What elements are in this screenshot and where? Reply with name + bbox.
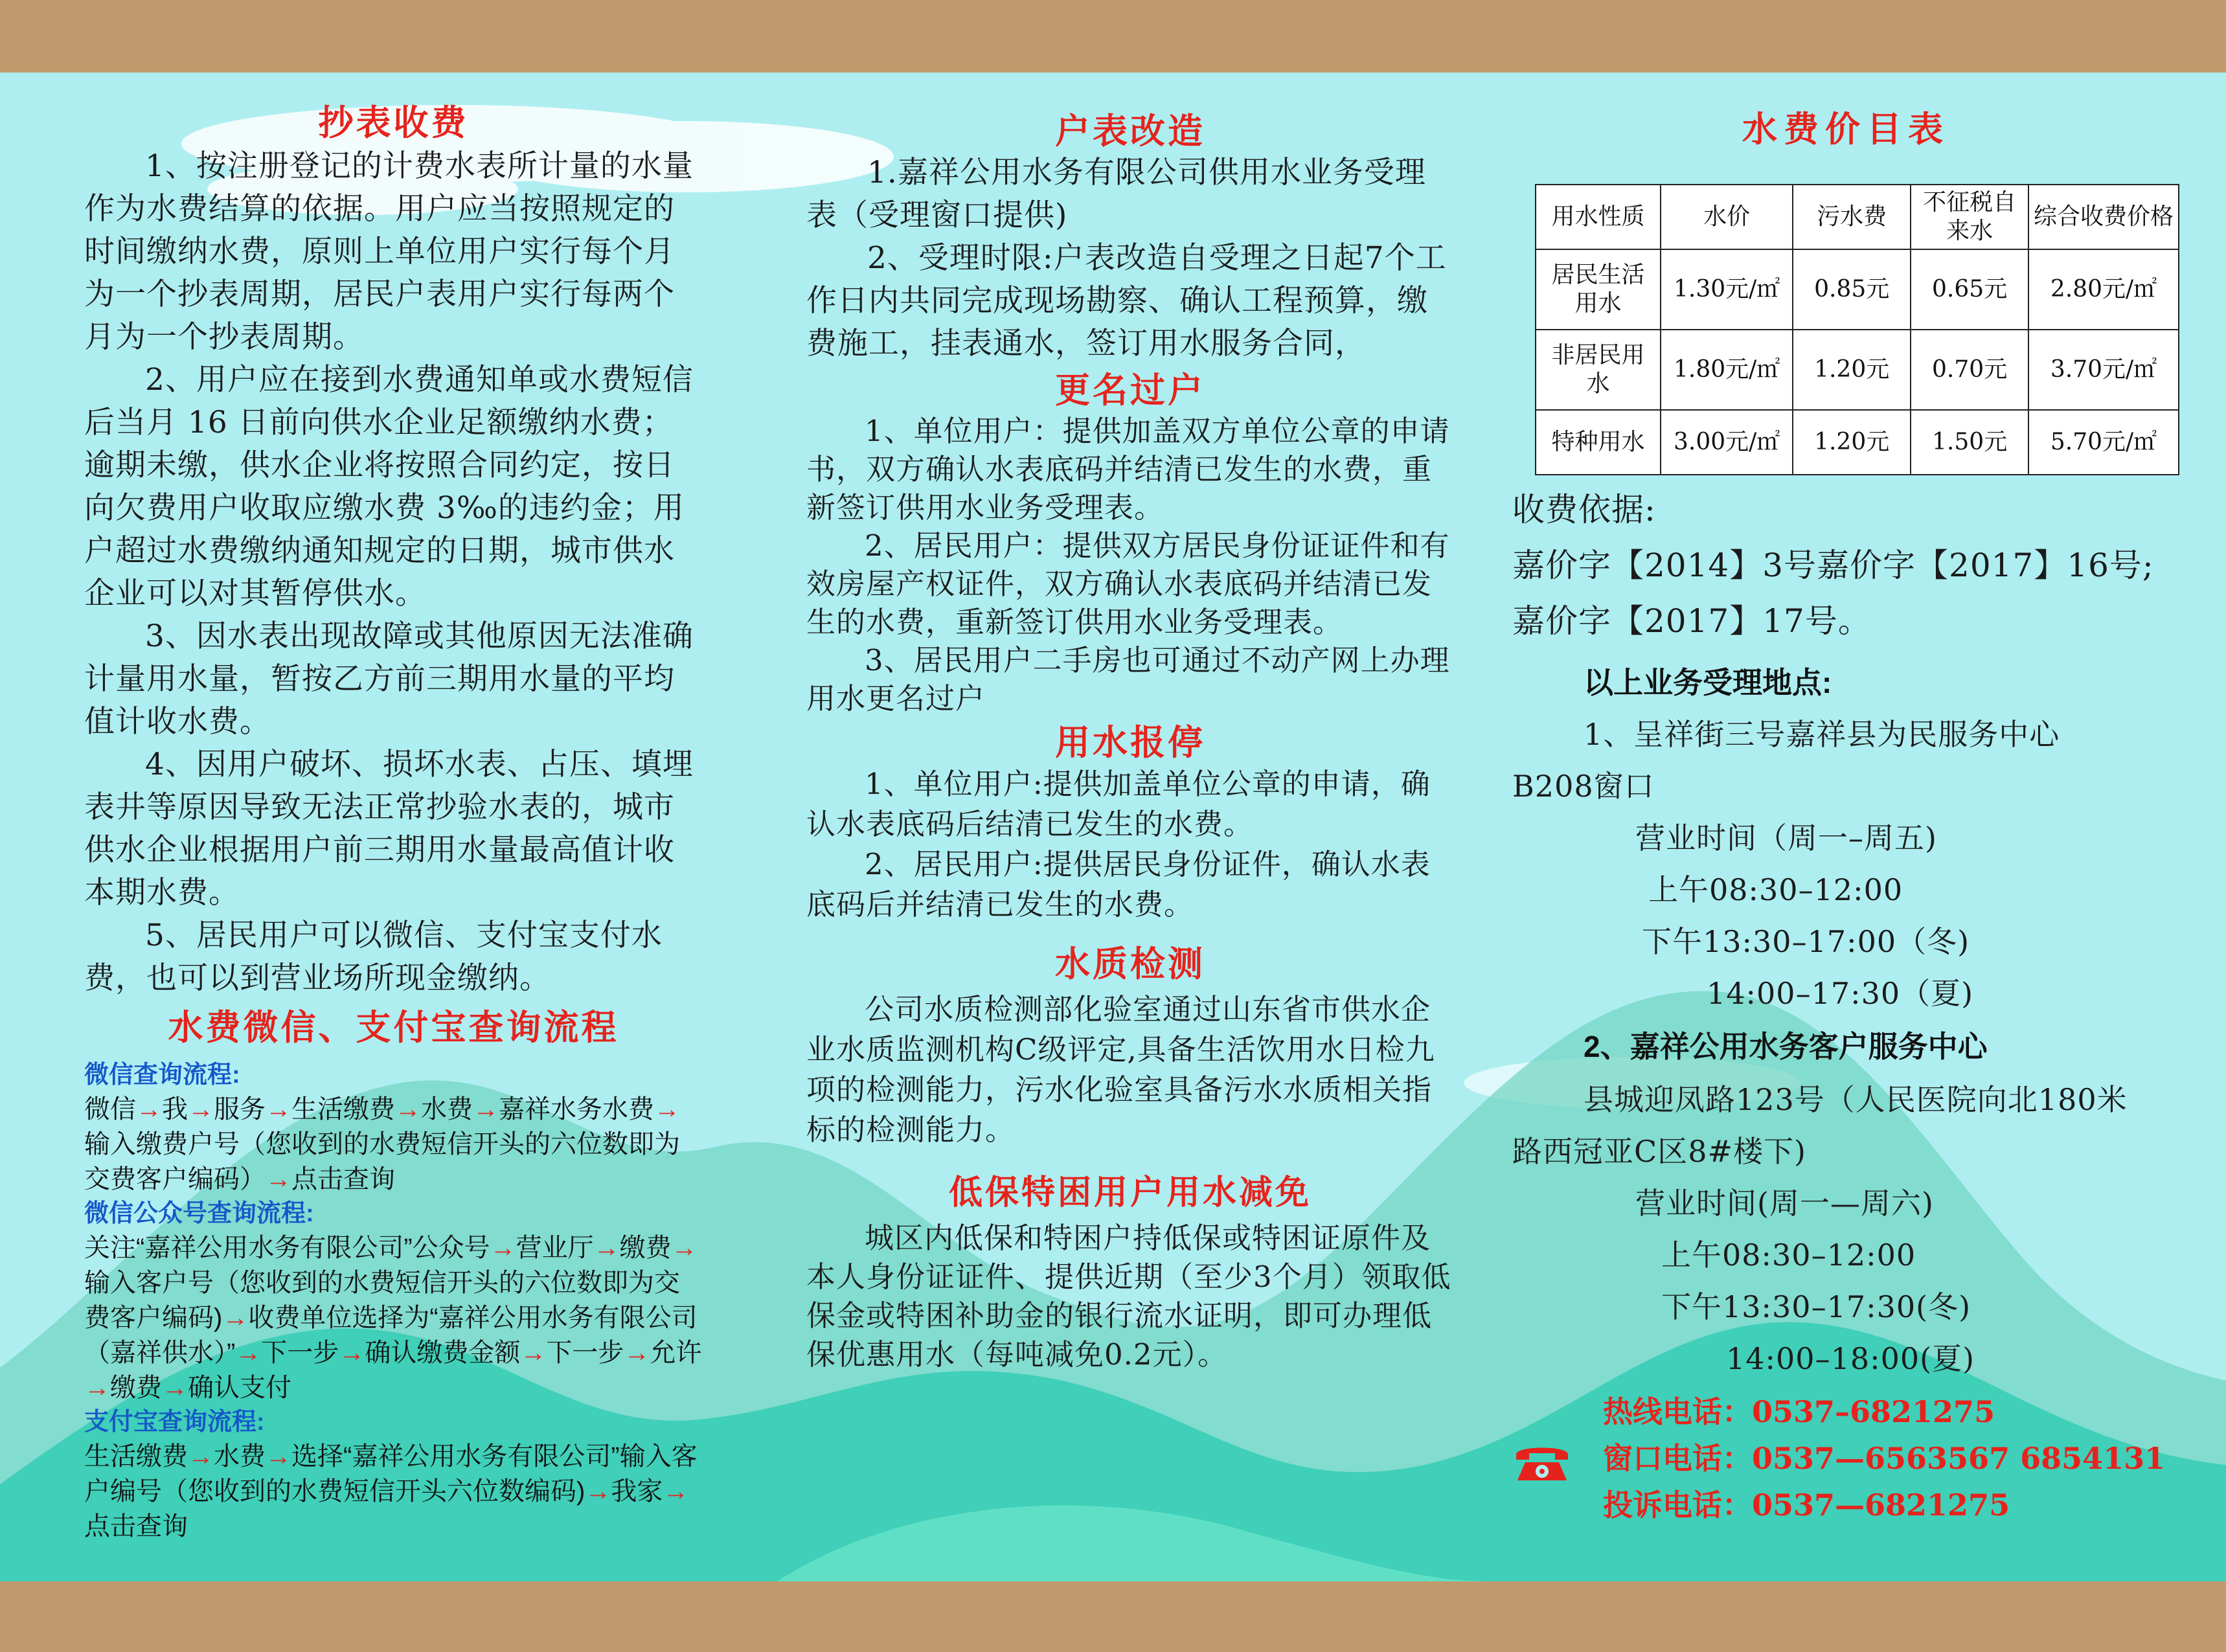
table-header-row [1536,185,2179,249]
section-title-water-quality: 水质检测 [1055,943,1205,984]
water-quality-para: 公司水质检测部化验室通过山东省市供水企业水质监测机构C级评定,具备生活饮用水日检九项的检测能力，污水化验室具备污水水质相关指标的检测能力。 [806,992,1435,1147]
flow-step: 选择“嘉祥公用水务有限公司”输入客户编号（您收到的水费短信开头六位数编码) [84,1442,698,1506]
arrow-icon: → [671,1234,698,1262]
fee-basis [1512,482,2179,649]
official-account-flow-steps [84,1230,703,1405]
arrow-icon: → [593,1234,620,1262]
place-2 [1512,1074,2179,1385]
billing-rules [84,145,703,1000]
wechat-flow-title: 微信查询流程: [84,1061,240,1089]
billing-rule-5: 5、居民用户可以微信、支付宝支付水费，也可以到营业场所现金缴纳。 [84,918,663,996]
place-2-addr-1: 县城迎凤路123号（人民医院向北180米 [1584,1082,2128,1117]
table-cell: 居民生活用水 [1536,249,1661,330]
renovation-para-2: 2、受理时限:户表改造自受理之日起7个工作日内共同完成现场勘察、确认工程预算，缴费施工，挂表通水，签订用水服务合同， [806,240,1447,361]
place-1-hours-pm-summer: 14:00–17:30（夏) [1707,976,1974,1011]
place-2-hours-am: 上午08:30–12:00 [1661,1238,1916,1273]
section-title-meter-renovation: 户表改造 [1055,110,1205,152]
table-cell: 1.50元 [1911,410,2028,475]
billing-rule-2: 2、用户应在接到水费通知单或水费短信后当月 16 日前向供水企业足额缴纳水费；逾期未缴，供水企业将按照合同约定，按日向欠费用户收取应缴水费 3‰的违约金；用户超过水费缴纳通知规定的日期，城市供水企业可以对其暂停供水。 [84,362,694,611]
arrow-icon: → [624,1339,650,1367]
arrow-icon: → [490,1234,516,1262]
table-cell: 0.70元 [1911,330,2028,410]
contact-phones [1512,1388,2179,1531]
flow-step: 我 [162,1095,188,1124]
flow-step: 点击查询 [84,1512,188,1541]
flow-step: 我家 [611,1477,663,1506]
arrow-icon: → [654,1095,680,1124]
section-title-query-flow: 水费微信、支付宝查询流程 [168,1006,619,1048]
suspend-text [806,764,1454,925]
flow-step: 生活缴费 [84,1442,188,1471]
telephone-icon [1512,1440,1572,1483]
column-prices-contacts [1512,73,2179,1531]
arrow-icon: → [222,1304,249,1332]
column-services [806,73,1454,1374]
flow-step: 输入缴费户号（您收到的水费短信开头的六位数即为交费客户编码） [84,1130,680,1194]
flow-step: 缴费 [110,1374,162,1402]
section-title-price-table: 水费价目表 [1742,108,1949,150]
table-row [1536,330,2179,410]
place-1-hours-pm-winter: 下午13:30–17:00（冬) [1642,924,1970,959]
table-cell: 特种用水 [1536,410,1661,475]
fee-basis-line-1: 嘉价字【2014】3号嘉价字【2017】16号; [1512,547,2154,584]
wechat-flow-steps [84,1092,703,1197]
section-title-suspend: 用水报停 [1055,721,1205,763]
fee-basis-label: 收费依据: [1512,491,1656,528]
flow-step: 服务 [214,1095,266,1124]
arrow-icon: → [162,1374,188,1402]
transfer-para-2: 2、居民用户：提供双方居民身份证证件和有效房屋产权证件，双方确认水表底码并结清已发生的水费，重新签订供用水业务受理表。 [806,528,1450,639]
arrow-icon: → [235,1339,262,1367]
fee-basis-line-2: 嘉价字【2017】17号。 [1512,602,1871,640]
suspend-para-1: 1、单位用户:提供加盖单位公章的申请，确认水表底码后结清已发生的水费。 [806,767,1431,841]
arrow-icon: → [585,1477,611,1506]
place-1-hours-title: 营业时间（周一–周五) [1635,820,1937,855]
table-cell: 3.00元/㎡ [1661,410,1793,475]
arrow-icon: → [188,1442,214,1471]
place-2-title: 2、嘉祥公用水务客户服务中心 [1584,1030,1988,1063]
flow-step: 输入客户号（您收到的水费短信开头的六位数即为交费客户编码) [84,1269,680,1332]
complaint-phone[interactable]: 投诉电话：0537—6821275 [1603,1488,2010,1522]
place-2-hours-pm-summer: 14:00–18:00(夏) [1726,1341,1975,1376]
suspend-para-2: 2、居民用户:提供居民身份证件，确认水表底码后并结清已发生的水费。 [806,847,1431,922]
table-header: 综合收费价格 [2028,185,2179,249]
flow-step: 缴费 [619,1234,672,1262]
flow-step: 嘉祥水务水费 [499,1095,654,1124]
place-1-line-1: 1、呈祥街三号嘉祥县为民服务中心 [1584,717,2060,752]
flow-step: 确认缴费金额 [365,1339,521,1367]
table-cell: 0.85元 [1793,249,1911,330]
billing-rule-1: 1、按注册登记的计费水表所计量的水量作为水费结算的依据。用户应当按照规定的时间缴纳水费，原则上单位用户实行每个月为一个抄表周期，居民户表用户实行每两个月为一个抄表周期。 [84,148,694,355]
table-row [1536,249,2179,330]
billing-rule-4: 4、因用户破坏、损坏水表、占压、填埋表井等原因导致无法正常抄验水表的，城市供水企业根据用户前三期用水量最高值计收本期水费。 [84,747,694,911]
table-cell: 2.80元/㎡ [2028,249,2179,330]
arrow-icon: → [136,1095,162,1124]
billing-rule-3: 3、因水表出现故障或其他原因无法准确计量用水量，暂按乙方前三期用水量的平均值计收水费。 [84,618,694,740]
official-account-flow-title: 微信公众号查询流程: [84,1200,314,1227]
table-header: 用水性质 [1536,185,1661,249]
flow-step: 下一步 [546,1339,624,1367]
subsidy-para: 城区内低保和特困户持低保或特困证原件及本人身份证证件、提供近期（至少3个月）领取低保金或特困补助金的银行流水证明，即可办理低保优惠用水（每吨减免0.2元）。 [806,1221,1451,1372]
flow-step: 点击查询 [291,1165,395,1194]
renovation-text [806,152,1454,365]
table-header: 不征税自来水 [1911,185,2028,249]
table-header: 污水费 [1793,185,1911,249]
water-quality-text [806,990,1454,1150]
table-cell: 1.30元/㎡ [1661,249,1793,330]
place-1-hours-am: 上午08:30–12:00 [1648,872,1903,907]
column-billing [84,73,703,1544]
flow-step: 确认支付 [188,1374,291,1402]
flow-step: 关注“嘉祥公用水务有限公司”公众号 [84,1234,490,1262]
renovation-para-1: 1.嘉祥公用水务有限公司供用水业务受理表（受理窗口提供) [806,155,1426,233]
alipay-flow-title: 支付宝查询流程: [84,1409,265,1436]
flow-step: 微信 [84,1095,136,1124]
arrow-icon: → [84,1374,110,1402]
brochure-page [0,73,2226,1581]
flow-step: 生活缴费 [291,1095,395,1124]
table-header: 水价 [1661,185,1793,249]
transfer-para-3: 3、居民用户二手房也可通过不动产网上办理用水更名过户 [806,643,1450,716]
subsidy-text [806,1219,1454,1374]
table-row [1536,410,2179,475]
section-title-name-transfer: 更名过户 [1055,369,1205,411]
arrow-icon: → [266,1165,291,1194]
arrow-icon: → [339,1339,365,1367]
flow-step: 收费单位选择为“嘉祥公用水务有限公司（嘉祥供水）” [84,1304,698,1367]
flow-step: 水费 [421,1095,473,1124]
name-transfer-text [806,412,1454,718]
section-title-subsidy: 低保特困用户用水减免 [948,1173,1312,1212]
flow-step: 下一步 [261,1339,339,1367]
table-cell: 0.65元 [1911,249,2028,330]
price-table [1535,184,2179,475]
table-cell: 5.70元/㎡ [2028,410,2179,475]
places-title: 以上业务受理地点: [1584,666,1832,699]
section-title-meter-reading: 抄表收费 [318,102,469,143]
arrow-icon: → [473,1095,499,1124]
arrow-icon: → [266,1442,291,1471]
place-2-hours-pm-winter: 下午13:30–17:30(冬) [1661,1289,1971,1324]
alipay-flow-steps [84,1439,703,1544]
table-cell: 1.20元 [1793,410,1911,475]
table-cell: 1.80元/㎡ [1661,330,1793,410]
arrow-icon: → [395,1095,421,1124]
hotline-phone[interactable]: 热线电话：0537–6821275 [1603,1394,1995,1429]
arrow-icon: → [663,1477,689,1506]
window-phone[interactable]: 窗口电话：0537—6563567 6854131 [1603,1441,2166,1476]
place-2-addr-2: 路西冠亚C区8#楼下) [1512,1134,1806,1169]
arrow-icon: → [188,1095,214,1124]
transfer-para-1: 1、单位用户：提供加盖双方单位公章的申请书，双方确认水表底码并结清已发生的水费，重新签订供用水业务受理表。 [806,414,1450,525]
flow-step: 水费 [214,1442,266,1471]
arrow-icon: → [520,1339,547,1367]
flow-step: 营业厅 [516,1234,594,1262]
place-1 [1512,708,2179,1019]
table-cell: 非居民用水 [1536,330,1661,410]
place-1-line-2: B208窗口 [1512,769,1655,804]
flow-step: 允许 [650,1339,702,1367]
table-cell: 1.20元 [1793,330,1911,410]
arrow-icon: → [266,1095,291,1124]
place-2-hours-title: 营业时间(周一—周六) [1635,1186,1934,1221]
table-cell: 3.70元/㎡ [2028,330,2179,410]
